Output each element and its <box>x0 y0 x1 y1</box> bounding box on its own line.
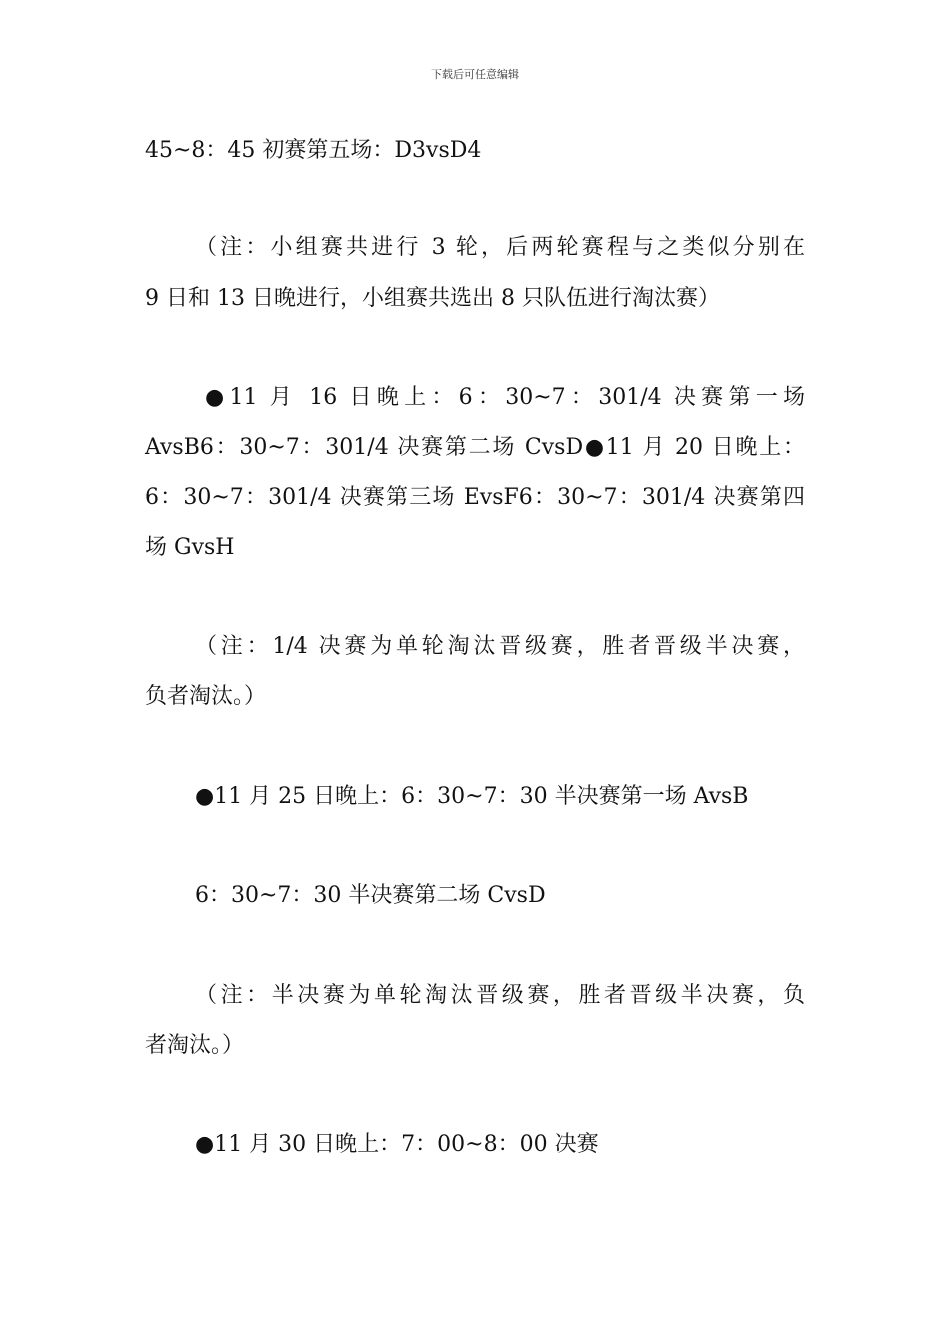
text-line: AvsB6：30~7：301/4 决赛第二场 CvsD●11 月 20 日晚上： <box>145 435 805 460</box>
text-line: 负者淘汰。） <box>145 684 267 709</box>
text-line: ●11 月 30 日晚上：7：00~8：00 决赛 <box>195 1132 599 1157</box>
text-line: 9 日和 13 日晚进行，小组赛共选出 8 只队伍进行淘汰赛） <box>145 286 720 311</box>
text-line: ●11 月 25 日晚上：6：30~7：30 半决赛第一场 AvsB <box>195 784 749 809</box>
text-line: 场 GvsH <box>145 535 235 560</box>
text-line: （注：小组赛共进行 3 轮，后两轮赛程与之类似分别在 <box>195 235 805 260</box>
text-line: 6：30~7：301/4 决赛第三场 EvsF6：30~7：301/4 决赛第四 <box>145 485 805 510</box>
page-header: 下载后可任意编辑 <box>431 68 519 81</box>
text-line: （注：1/4 决赛为单轮淘汰晋级赛，胜者晋级半决赛， <box>195 634 805 659</box>
text-line: （注：半决赛为单轮淘汰晋级赛，胜者晋级半决赛，负 <box>195 983 805 1008</box>
text-line: 者淘汰。） <box>145 1033 245 1058</box>
text-line: ●11 月 16 日晚上：6：30~7：301/4 决赛第一场 <box>205 385 805 410</box>
text-line: 45~8：45 初赛第五场：D3vsD4 <box>145 138 482 163</box>
text-line: 6：30~7：30 半决赛第二场 CvsD <box>195 883 546 908</box>
